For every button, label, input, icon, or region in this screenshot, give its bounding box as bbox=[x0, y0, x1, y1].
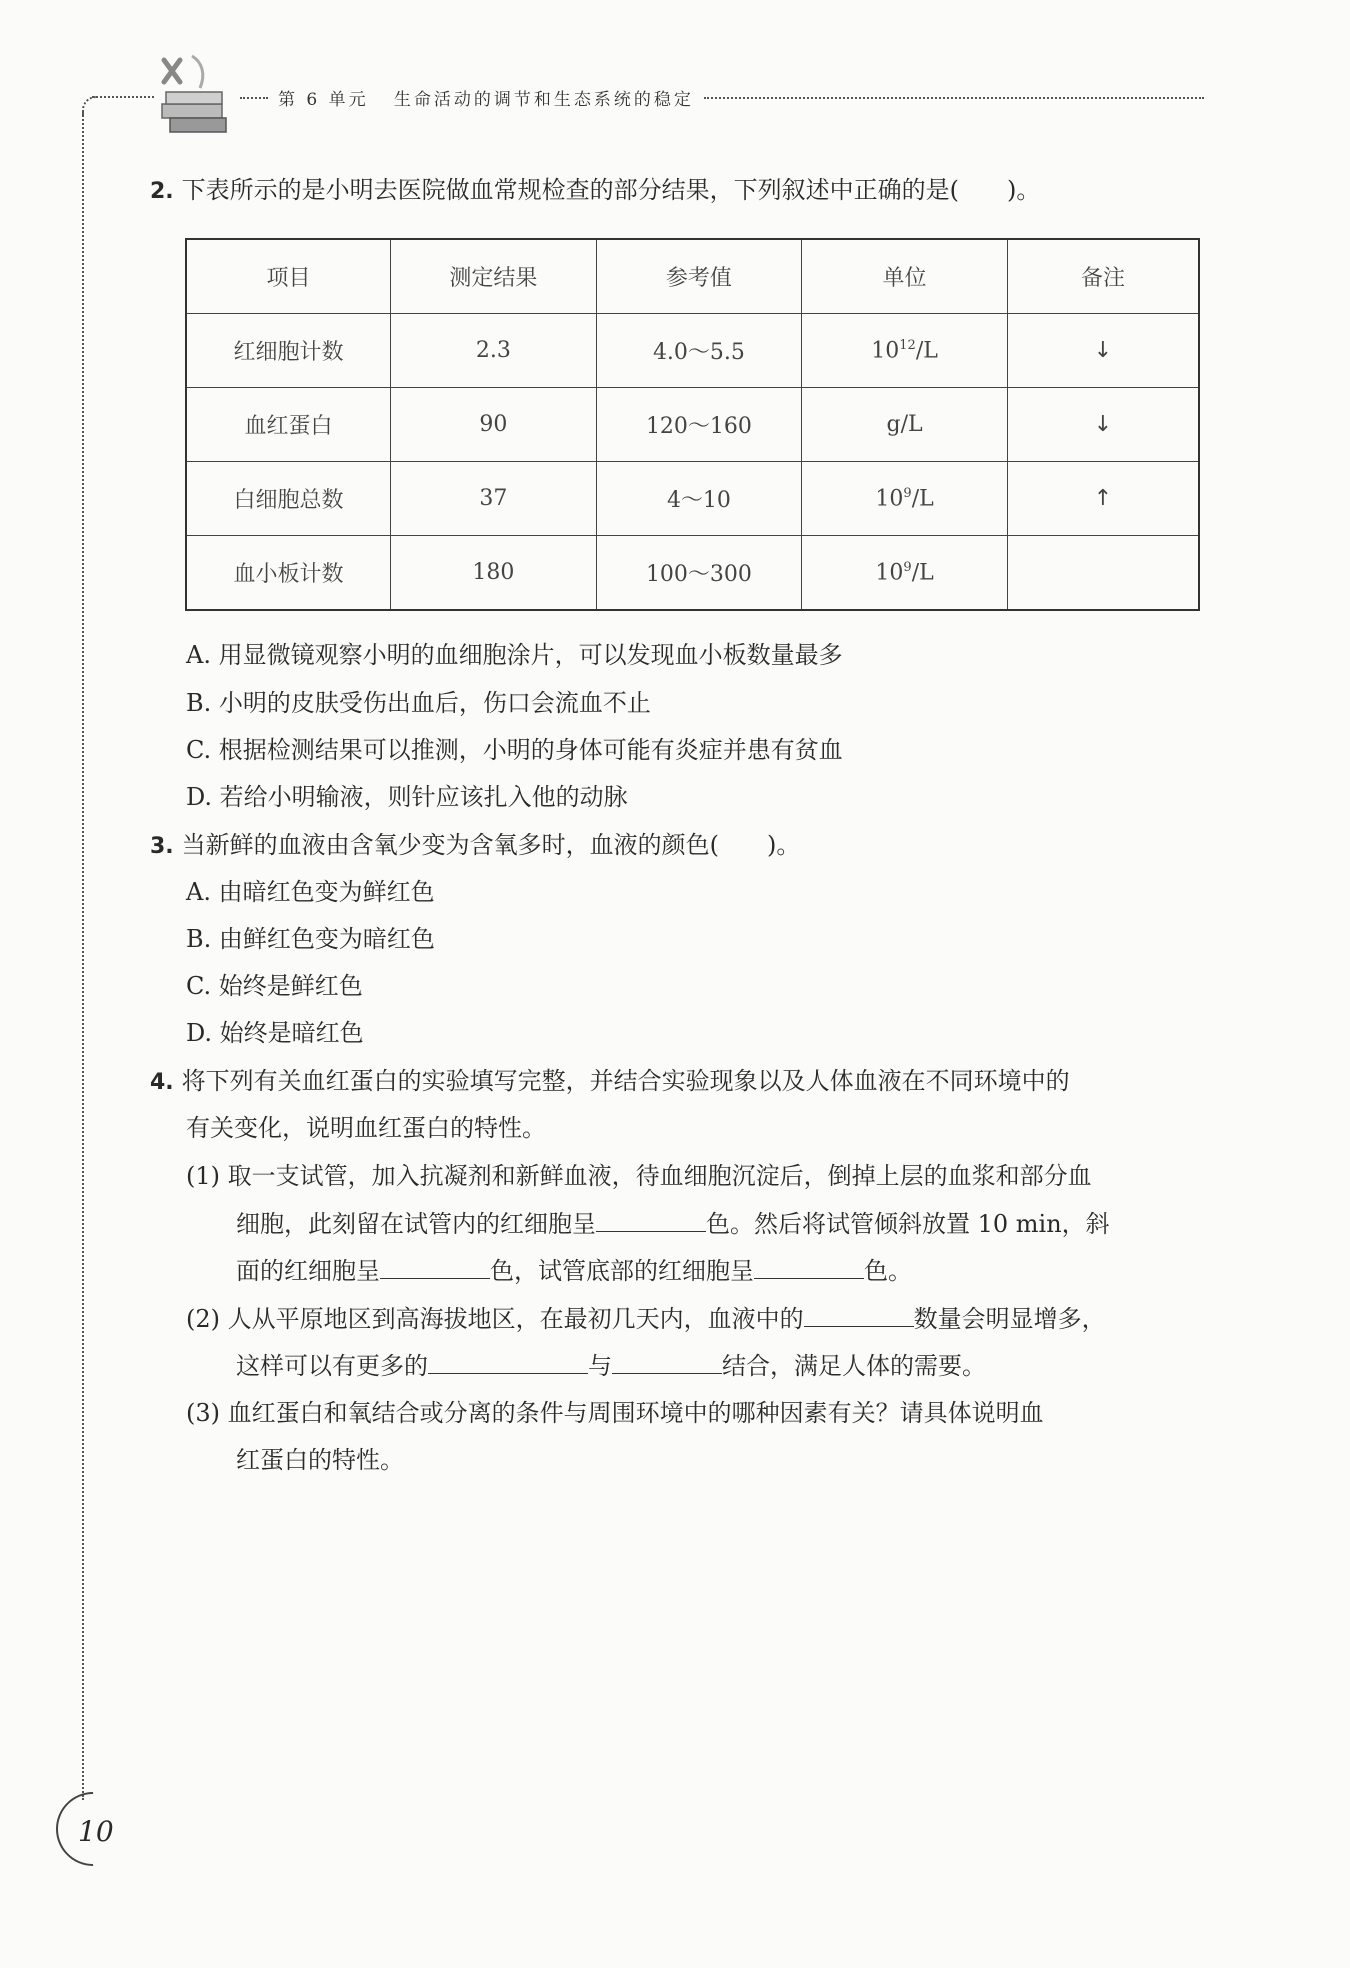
cell-item: 红细胞计数 bbox=[186, 314, 391, 388]
answer-blank[interactable] bbox=[754, 1256, 864, 1279]
frame-dotted-left bbox=[82, 112, 84, 1800]
q4-number: 4. bbox=[150, 1070, 174, 1095]
q2-option-a[interactable]: A. 用显微镜观察小明的血细胞涂片，可以发现血小板数量最多 bbox=[186, 641, 843, 669]
q3-stem bbox=[150, 831, 800, 860]
q3-option-b[interactable]: B. 由鲜红色变为暗红色 bbox=[186, 925, 435, 953]
page-number: 10 bbox=[78, 1815, 114, 1848]
q3-stem-text: 当新鲜的血液由含氧少变为含氧多时，血液的颜色( )。 bbox=[181, 831, 801, 859]
header-unit: 第 6 单元 bbox=[278, 90, 369, 110]
q4-part2-text: 结合，满足人体的需要。 bbox=[722, 1352, 986, 1380]
cell-note-down-arrow: ↓ bbox=[1007, 388, 1199, 462]
table-row bbox=[186, 462, 1199, 536]
q4-part2-text: 数量会明显增多， bbox=[913, 1305, 1106, 1333]
answer-blank[interactable] bbox=[596, 1209, 706, 1232]
blood-test-table bbox=[185, 238, 1200, 611]
table-header-cell: 单位 bbox=[802, 239, 1008, 314]
running-header bbox=[278, 85, 694, 110]
cell-result: 2.3 bbox=[391, 314, 597, 388]
q4-part3-line1: (3) 血红蛋白和氧结合或分离的条件与周围环境中的哪种因素有关？请具体说明血 bbox=[186, 1399, 1044, 1427]
table-header-row bbox=[186, 239, 1199, 314]
unit-base: 10 bbox=[875, 560, 904, 586]
q2-stem-text: 下表所示的是小明去医院做血常规检查的部分结果，下列叙述中正确的是( )。 bbox=[181, 176, 1041, 204]
q4-stem-line2: 有关变化，说明血红蛋白的特性。 bbox=[186, 1114, 546, 1142]
q4-part1-text: 色，试管底部的红细胞呈 bbox=[490, 1257, 754, 1285]
answer-blank[interactable] bbox=[612, 1351, 722, 1374]
q2-option-d[interactable]: D. 若给小明输液，则针应该扎入他的动脉 bbox=[186, 783, 628, 811]
q3-option-d[interactable]: D. 始终是暗红色 bbox=[186, 1019, 364, 1047]
q4-stem bbox=[150, 1067, 1070, 1096]
cell-unit bbox=[802, 388, 1008, 462]
cell-item: 白细胞总数 bbox=[186, 462, 391, 536]
table-row bbox=[186, 388, 1199, 462]
header-title: 生命活动的调节和生态系统的稳定 bbox=[393, 90, 694, 110]
q4-part2-text: 这样可以有更多的 bbox=[236, 1352, 428, 1380]
q4-part2-text: 与 bbox=[588, 1352, 612, 1380]
unit-tail: /L bbox=[915, 338, 938, 364]
books-logo-icon bbox=[144, 52, 244, 142]
cell-ref: 120～160 bbox=[596, 388, 802, 462]
cell-ref: 4.0～5.5 bbox=[596, 314, 802, 388]
q3-option-a[interactable]: A. 由暗红色变为鲜红色 bbox=[186, 878, 435, 906]
q4-stem-line1: 将下列有关血红蛋白的实验填写完整，并结合实验现象以及人体血液在不同环境中的 bbox=[181, 1067, 1070, 1095]
cell-unit bbox=[802, 462, 1008, 536]
cell-result: 90 bbox=[391, 388, 597, 462]
cell-ref: 100～300 bbox=[596, 536, 802, 611]
cell-result: 180 bbox=[391, 536, 597, 611]
q4-part1-line1: (1) 取一支试管，加入抗凝剂和新鲜血液，待血细胞沉淀后，倒掉上层的血浆和部分血 bbox=[186, 1162, 1092, 1190]
cell-result: 37 bbox=[391, 462, 597, 536]
table-header-cell: 参考值 bbox=[596, 239, 802, 314]
unit-exp: 9 bbox=[903, 559, 912, 575]
q4-part1-text: 色。 bbox=[864, 1257, 912, 1285]
table-row bbox=[186, 536, 1199, 611]
table-header-cell: 测定结果 bbox=[391, 239, 597, 314]
frame-dotted-top-mid bbox=[240, 97, 268, 99]
unit-exp: 9 bbox=[903, 485, 912, 501]
answer-blank[interactable] bbox=[428, 1351, 588, 1374]
q4-part2-line1 bbox=[186, 1304, 1106, 1334]
unit-base: 10 bbox=[875, 486, 904, 512]
cell-unit bbox=[802, 314, 1008, 388]
frame-corner bbox=[82, 96, 98, 116]
cell-note-down-arrow: ↓ bbox=[1007, 314, 1199, 388]
q2-stem bbox=[150, 176, 1040, 205]
cell-note-empty bbox=[1007, 536, 1199, 611]
q4-part3-line2: 红蛋白的特性。 bbox=[236, 1446, 404, 1474]
q3-option-c[interactable]: C. 始终是鲜红色 bbox=[186, 972, 363, 1000]
cell-item: 血小板计数 bbox=[186, 536, 391, 611]
q2-option-b[interactable]: B. 小明的皮肤受伤出血后，伤口会流血不止 bbox=[186, 689, 651, 717]
frame-dotted-top-right bbox=[704, 97, 1204, 99]
answer-blank[interactable] bbox=[804, 1304, 914, 1327]
cell-ref: 4～10 bbox=[596, 462, 802, 536]
q4-part1-text: 色。然后将试管倾斜放置 10 min，斜 bbox=[706, 1210, 1110, 1238]
table-header-cell: 项目 bbox=[186, 239, 391, 314]
cell-unit bbox=[802, 536, 1008, 611]
cell-item: 血红蛋白 bbox=[186, 388, 391, 462]
cell-note-up-arrow: ↑ bbox=[1007, 462, 1199, 536]
q2-option-c[interactable]: C. 根据检测结果可以推测，小明的身体可能有炎症并患有贫血 bbox=[186, 736, 843, 764]
unit-tail: /L bbox=[911, 486, 934, 512]
unit-base: 10 bbox=[871, 338, 900, 364]
q4-part1-text: 细胞，此刻留在试管内的红细胞呈 bbox=[236, 1210, 596, 1238]
unit-tail: /L bbox=[911, 560, 934, 586]
q3-number: 3. bbox=[150, 834, 174, 859]
table-row bbox=[186, 314, 1199, 388]
q4-part2-text: (2) 人从平原地区到高海拔地区，在最初几天内，血液中的 bbox=[186, 1305, 804, 1333]
q4-part1-text: 面的红细胞呈 bbox=[236, 1257, 380, 1285]
q4-part2-line2 bbox=[236, 1351, 986, 1381]
unit-exp: 12 bbox=[899, 337, 916, 353]
answer-blank[interactable] bbox=[380, 1256, 490, 1279]
q4-part1-line3 bbox=[236, 1256, 912, 1286]
q2-number: 2. bbox=[150, 179, 174, 204]
unit-base: g/L bbox=[886, 412, 923, 437]
q4-part1-line2 bbox=[236, 1209, 1110, 1239]
table-header-cell: 备注 bbox=[1007, 239, 1199, 314]
